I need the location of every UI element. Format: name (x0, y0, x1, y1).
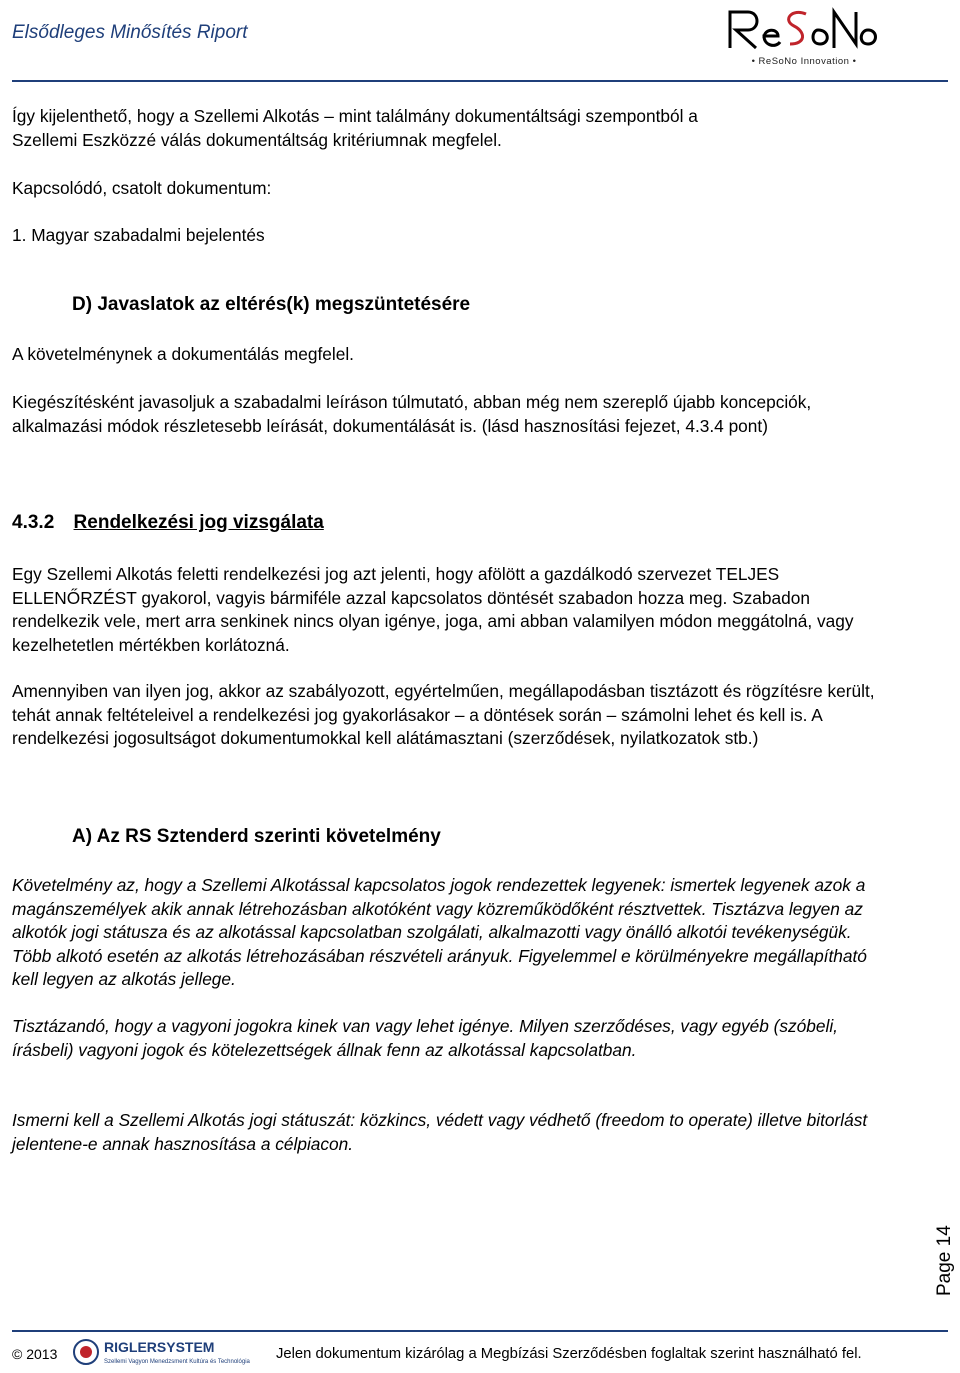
footer-copyright: © 2013 (12, 1346, 58, 1362)
paragraph-2: A követelménynek a dokumentálás megfelel. (12, 344, 354, 364)
heading-a-requirement: A) Az RS Sztenderd szerinti követelmény (72, 826, 441, 847)
paragraph-1-line-2: Szellemi Eszközzé válás dokumentáltság kritériumnak megfelel. (12, 130, 502, 150)
paragraph-6: Követelmény az, hogy a Szellemi Alkotással kapcsolatos jogok rendezettek legyenek: ismertek legyenek azok a magánszemélyek akik annak létrehozásban alkotóként vagy közreműködőként résztvettek. Tisztázva legyen az alkotók jogi státusza és az alkotással kapcsolatban szolgálati, alkalmazotti vagy önálló alkotói tevékenységük. Több alkotó esetén az alkotás létrehozásában részvételi arányuk. Figyelemmel e körülményekre megállapítható kell legyen az alkotás jellege. (12, 875, 867, 989)
attached-docs-label: Kapcsolódó, csatolt dokumentum: (12, 178, 272, 198)
section-title: Rendelkezési jog vizsgálata (73, 512, 324, 533)
riglersystem-logo-mark (72, 1336, 252, 1368)
attached-doc-item: 1. Magyar szabadalmi bejelentés (12, 225, 265, 245)
section-number: 4.3.2 (12, 512, 55, 533)
footer-logo-subtitle: Szellemi Vagyon Menedzsment Kultúra és Technológia (104, 1359, 250, 1365)
header-title: Elsődleges Minősítés Riport (12, 22, 248, 43)
paragraph-8: Ismerni kell a Szellemi Alkotás jogi státuszát: közkincs, védett vagy védhető (freedom to operate) illetve bitorlást jelentene-e annak hasznosítása a célpiacon. (12, 1110, 868, 1154)
page-number: Page 14 (934, 1225, 955, 1296)
resono-logo (726, 4, 882, 70)
resono-logo-mark (726, 4, 882, 54)
footer-logo-text: RIGLERSYSTEM (104, 1339, 215, 1355)
footer-usage-note: Jelen dokumentum kizárólag a Megbízási Szerződésben foglaltak szerint használható fel. (276, 1346, 862, 1362)
paragraph-7: Tisztázandó, hogy a vagyoni jogokra kinek van vagy lehet igénye. Milyen szerződéses, vagy egyéb (szóbeli, írásbeli) vagyoni jogok és kötelezettségek állnak fenn az alkotással kapcsolatban. (12, 1016, 838, 1060)
logo-tagline: • ReSoNo Innovation • (751, 56, 857, 67)
paragraph-1-line-1: Így kijelenthető, hogy a Szellemi Alkotás – mint találmány dokumentáltsági szempontból a (12, 106, 698, 126)
paragraph-3: Kiegészítésként javasoljuk a szabadalmi leíráson túlmutató, abban még nem szereplő újabb koncepciók, alkalmazási módok részletesebb leírását, dokumentálását is. (lásd hasznosítási fejezet, 4.3.4 pont) (12, 392, 812, 436)
header-divider (12, 80, 948, 82)
paragraph-4: Egy Szellemi Alkotás feletti rendelkezési jog azt jelenti, hogy afölött a gazdálkodó szervezet TELJES ELLENŐRZÉST gyakorol, vagyis bármiféle azzal kapcsolatos döntését szabadon hozza meg. Szabadon rendelkezik vele, mert arra senkinek nincs olyan igénye, joga, ami abban valamilyen módon meggátolná, vagy kezelhetetlen mértékben korlátozná. (12, 564, 854, 655)
paragraph-5: Amennyiben van ilyen jog, akkor az szabályozott, egyértelműen, megállapodásban tisztázott és rögzítésre került, tehát annak feltételeivel a rendelkezési jog gyakorlásakor – a döntések során – számolni lehet és kell is. A rendelkezési jogosultságot dokumentumokkal kell alátámasztani (szerződések, nyilatkozatok stb.) (12, 681, 875, 748)
footer-divider (12, 1330, 948, 1332)
riglersystem-logo (72, 1336, 252, 1368)
section-heading (12, 512, 324, 534)
heading-d-recommendations: D) Javaslatok az eltérés(k) megszüntetésére (72, 294, 471, 315)
